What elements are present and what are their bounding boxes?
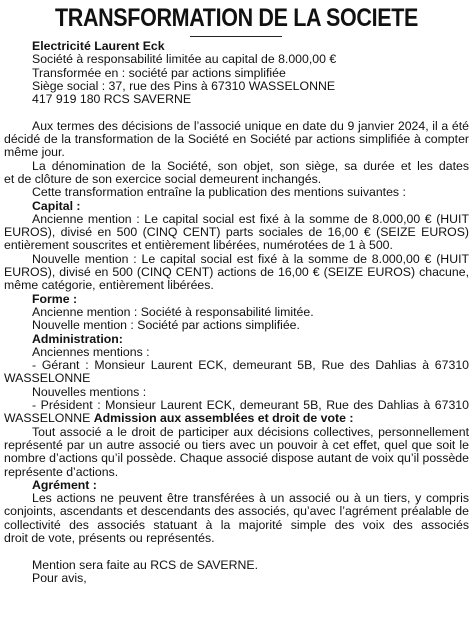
capital-line: Nouvelle mention : Le capital social est fixé à la somme de 8.000,00 € (HUIT: [32, 252, 469, 266]
spacer: [4, 106, 469, 119]
notice-title: TRANSFORMATION DE LA SOCIETE: [54, 4, 419, 32]
closing-line: Pour avis,: [32, 570, 87, 585]
title-underline: [190, 36, 282, 37]
capital-heading: Capital :: [32, 198, 81, 213]
capital-line: entièrement souscrites et entièrement libérées, numérotées de 1 à 500.: [4, 238, 393, 253]
admission-line: représente d’actions.: [4, 464, 119, 479]
forme-line: Nouvelle mention : Société par actions simplifiée.: [32, 318, 300, 333]
intro-line: Aux termes des décisions de l’associé unique en date du 9 janvier 2024, il a été: [32, 119, 469, 133]
capital-line: même catégorie, entièrement libérées.: [4, 278, 214, 293]
company-seat: Siège social : 37, rue des Pins à 67310 WASSELONNE: [32, 78, 336, 93]
closing-line: Mention sera faite au RCS de SAVERNE.: [32, 557, 259, 572]
admission-line: représenté par un autre associé ou tiers avec un pouvoir à cet effet, quel que soit le: [4, 438, 469, 452]
capital-line: EUROS), divisé en 500 (CINQ CENT) parts sociales de 16,00 € (SEIZE EUROS): [4, 226, 469, 240]
administration-line: [4, 412, 469, 425]
administration-line: Nouvelles mentions :: [32, 384, 147, 399]
forme-heading: Forme :: [32, 291, 78, 306]
notice-body: [4, 40, 469, 585]
administration-line: - Président : Monsieur Laurent ECK, demeurant 5B, Rue des Dahlias à 67310: [32, 399, 469, 413]
administration-line: Anciennes mentions :: [32, 344, 150, 359]
admission-line: nombre d’actions qu’il possède. Chaque associé dispose autant de voix qu’il possède: [4, 452, 469, 466]
forme-line: Ancienne mention : Société à responsabilité limitée.: [32, 304, 314, 319]
capital-line: Ancienne mention : Le capital social est fixé à la somme de 8.000,00 € (HUIT: [32, 212, 469, 226]
administration-heading: Administration:: [32, 331, 123, 346]
company-transformed: Transformée en : société par actions simplifiée: [32, 65, 286, 80]
company-rcs: 417 919 180 RCS SAVERNE: [32, 92, 192, 107]
company-name: Electricité Laurent Eck: [32, 39, 165, 53]
administration-town: WASSELONNE: [4, 411, 91, 426]
administration-line: WASSELONNE: [4, 371, 91, 386]
admission-line: Tout associé a le droit de participer aux décisions collectives, personnellement: [32, 425, 469, 439]
agrement-heading: Agrément :: [32, 477, 97, 492]
agrement-line: conjoints, ascendants et descendants des associés, qu’avec l’agrément préalable de: [4, 505, 469, 519]
agrement-line: droit de vote, présents ou représentés.: [4, 530, 215, 545]
agrement-line: Les actions ne peuvent être transférées à un associé ou à un tiers, y compris: [32, 492, 469, 506]
intro-line: La dénomination de la Société, son objet, son siège, sa durée et les dates: [32, 159, 469, 173]
capital-line: EUROS), divisé en 500 (CINQ CENT) actions de 16,00 € (SEIZE EUROS) chacune,: [4, 266, 469, 280]
intro-line: et de clôture de son exercice social demeurent inchangés.: [4, 171, 322, 186]
company-form: Société à responsabilité limitée au capital de 8.000,00 €: [32, 52, 337, 67]
intro-line: Cette transformation entraîne la publication des mentions suivantes :: [32, 185, 406, 200]
agrement-line: collectivité des associés statuant à la majorité simple des voix des associés: [4, 518, 469, 532]
intro-line: même jour.: [4, 145, 65, 160]
spacer: [4, 545, 469, 558]
intro-line: décidé de la transformation de la Société en Société par actions simplifiée à compter: [4, 133, 469, 147]
administration-line: - Gérant : Monsieur Laurent ECK, demeurant 5B, Rue des Dahlias à 67310: [32, 359, 469, 373]
admission-heading: Admission aux assemblées et droit de vote :: [93, 411, 354, 426]
